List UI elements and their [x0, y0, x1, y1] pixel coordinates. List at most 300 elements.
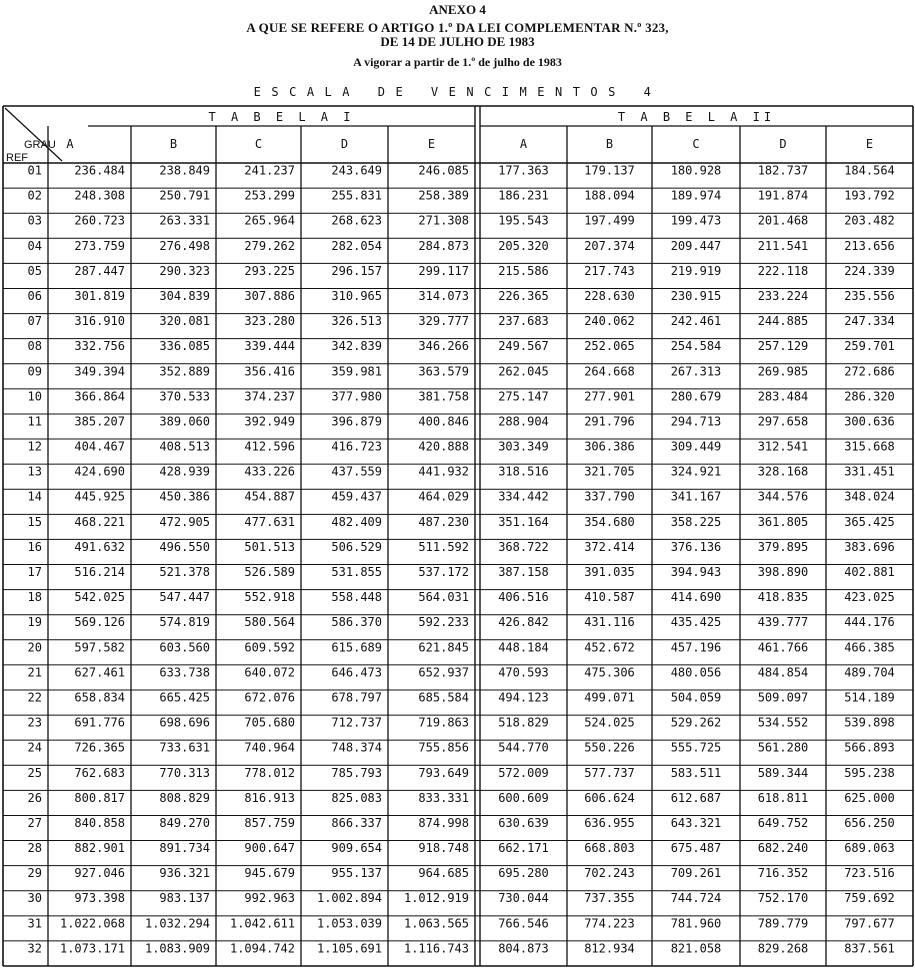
- table2-value-cell: 376.136: [670, 539, 722, 554]
- table2-value-cell: 259.701: [844, 339, 895, 354]
- row-ref-number: 20: [27, 640, 42, 655]
- table2-value-cell: 555.725: [670, 740, 722, 755]
- row-ref-number: 18: [27, 590, 42, 605]
- table2-value-cell: 566.893: [844, 740, 895, 755]
- table2-value-cell: 752.170: [757, 891, 809, 906]
- table1-value-cell: 450.386: [159, 489, 210, 504]
- table2-value-cell: 394.943: [670, 565, 722, 579]
- table1-value-cell: 1.032.294: [144, 916, 210, 931]
- table1-title: T A B E L A I: [208, 110, 355, 124]
- table1-value-cell: 511.592: [418, 539, 469, 554]
- table2-value-cell: 358.225: [670, 514, 722, 529]
- table1-value-cell: 665.425: [159, 690, 210, 705]
- table2-value-cell: 643.321: [670, 815, 722, 830]
- table1-value-cell: 516.214: [74, 565, 125, 579]
- table2-value-cell: 504.059: [670, 690, 722, 705]
- table2-value-cell: 695.280: [498, 866, 549, 881]
- table2-value-cell: 561.280: [757, 740, 809, 755]
- row-ref-number: 27: [27, 815, 42, 830]
- table2-value-cell: 606.624: [584, 790, 635, 805]
- table2-value-cell: 716.352: [757, 866, 809, 881]
- table2-value-cell: 365.425: [844, 514, 895, 529]
- table1-grade-header: E: [427, 137, 436, 151]
- table1-value-cell: 236.484: [74, 163, 125, 178]
- row-ref-number: 23: [27, 715, 42, 730]
- table1-value-cell: 356.416: [244, 364, 295, 379]
- table1-value-cell: 477.631: [244, 514, 295, 529]
- table2-grade-header: B: [605, 137, 614, 151]
- table1-value-cell: 323.280: [244, 314, 295, 329]
- table1-value-cell: 349.394: [74, 364, 125, 379]
- row-ref-number: 17: [27, 565, 42, 579]
- table1-value-cell: 1.022.068: [59, 916, 125, 931]
- table1-value-cell: 301.819: [74, 288, 125, 303]
- table2-grade-header: E: [865, 137, 874, 151]
- table2-value-cell: 291.796: [584, 414, 635, 429]
- table2-value-cell: 410.587: [584, 590, 635, 605]
- table2-value-cell: 309.449: [670, 439, 722, 454]
- table2-value-cell: 230.915: [670, 288, 722, 303]
- table2-value-cell: 612.687: [670, 790, 722, 805]
- table1-value-cell: 258.389: [418, 188, 469, 203]
- table2-value-cell: 414.690: [670, 590, 722, 605]
- table2-value-cell: 480.056: [670, 665, 722, 680]
- table2-value-cell: 237.683: [498, 314, 549, 329]
- table2-value-cell: 303.349: [498, 439, 549, 454]
- table2-value-cell: 257.129: [757, 339, 809, 354]
- table1-value-cell: 263.331: [159, 213, 210, 228]
- table1-value-cell: 531.855: [331, 565, 382, 579]
- table1-value-cell: 238.849: [159, 163, 210, 178]
- table2-value-cell: 461.766: [757, 640, 809, 655]
- table1-value-cell: 241.237: [244, 163, 295, 178]
- table1-value-cell: 808.829: [159, 790, 210, 805]
- row-ref-number: 24: [27, 740, 42, 755]
- table2-value-cell: 457.196: [670, 640, 722, 655]
- table2-value-cell: 439.777: [757, 615, 809, 630]
- table2-value-cell: 233.224: [757, 288, 809, 303]
- table1-value-cell: 685.584: [418, 690, 469, 705]
- table2-value-cell: 269.985: [757, 364, 809, 379]
- table2-value-cell: 821.058: [670, 941, 722, 956]
- table1-value-cell: 363.579: [418, 364, 469, 379]
- row-ref-number: 08: [27, 339, 42, 354]
- table2-value-cell: 288.904: [498, 414, 549, 429]
- table1-value-cell: 882.901: [74, 841, 125, 856]
- table2-value-cell: 781.960: [670, 916, 722, 931]
- table1-value-cell: 793.649: [418, 765, 469, 780]
- table2-value-cell: 636.955: [584, 815, 635, 830]
- corner-ref-label: REF: [6, 152, 28, 164]
- table2-value-cell: 182.737: [757, 163, 809, 178]
- table1-value-cell: 658.834: [74, 690, 125, 705]
- table1-value-cell: 627.461: [74, 665, 125, 680]
- table2-value-cell: 766.546: [498, 916, 549, 931]
- table2-value-cell: 300.636: [844, 414, 895, 429]
- table2-value-cell: 361.805: [757, 514, 809, 529]
- row-ref-number: 07: [27, 314, 42, 329]
- table1-value-cell: 633.738: [159, 665, 210, 680]
- table2-value-cell: 618.811: [757, 790, 809, 805]
- table2-value-cell: 184.564: [844, 163, 895, 178]
- row-ref-number: 02: [27, 188, 42, 203]
- table1-value-cell: 521.378: [159, 565, 210, 579]
- table2-value-cell: 368.722: [498, 539, 549, 554]
- table1-value-cell: 296.157: [331, 263, 382, 278]
- table2-value-cell: 201.468: [757, 213, 809, 228]
- table1-value-cell: 326.513: [331, 314, 382, 329]
- table1-value-cell: 385.207: [74, 414, 125, 429]
- table2-value-cell: 682.240: [757, 841, 809, 856]
- table1-value-cell: 366.864: [74, 389, 125, 404]
- table1-value-cell: 381.758: [418, 389, 469, 404]
- table1-value-cell: 428.939: [159, 464, 210, 479]
- table1-value-cell: 273.759: [74, 238, 125, 253]
- row-ref-number: 30: [27, 891, 42, 906]
- table2-value-cell: 431.116: [584, 615, 635, 630]
- table2-title: T A B E L A II: [617, 110, 776, 124]
- table1-value-cell: 770.313: [159, 765, 210, 780]
- table2-value-cell: 197.499: [584, 213, 635, 228]
- table1-value-cell: 472.905: [159, 514, 210, 529]
- table2-value-cell: 179.137: [584, 163, 635, 178]
- table1-value-cell: 526.589: [244, 565, 295, 579]
- table1-value-cell: 574.819: [159, 615, 210, 630]
- validity-note: A vigorar a partir de 1.º de julho de 1983: [353, 55, 562, 69]
- table2-value-cell: 294.713: [670, 414, 722, 429]
- table1-grade-header: A: [66, 137, 74, 151]
- table2-value-cell: 662.171: [498, 841, 549, 856]
- table2-grade-header: D: [779, 137, 787, 151]
- table2-value-cell: 737.355: [584, 891, 635, 906]
- table1-value-cell: 719.863: [418, 715, 469, 730]
- table2-value-cell: 264.668: [584, 364, 635, 379]
- table2-value-cell: 466.385: [844, 640, 895, 655]
- table1-value-cell: 564.031: [418, 590, 469, 605]
- table1-value-cell: 800.817: [74, 790, 125, 805]
- row-ref-number: 19: [27, 615, 42, 630]
- table1-value-cell: 755.856: [418, 740, 469, 755]
- table2-value-cell: 217.743: [584, 263, 635, 278]
- table1-value-cell: 586.370: [331, 615, 382, 630]
- row-ref-number: 10: [27, 389, 42, 404]
- table2-value-cell: 494.123: [498, 690, 549, 705]
- table1-value-cell: 437.559: [331, 464, 382, 479]
- table1-value-cell: 265.964: [244, 213, 295, 228]
- table2-value-cell: 797.677: [844, 916, 895, 931]
- table1-grade-header: C: [254, 137, 263, 151]
- table2-value-cell: 837.561: [844, 941, 895, 956]
- table2-value-cell: 484.854: [757, 665, 809, 680]
- table1-grade-header: B: [169, 137, 178, 151]
- table1-value-cell: 1.063.565: [403, 916, 469, 931]
- table2-value-cell: 262.045: [498, 364, 549, 379]
- table1-value-cell: 287.447: [74, 263, 125, 278]
- table1-value-cell: 866.337: [331, 815, 382, 830]
- table1-value-cell: 374.237: [244, 389, 295, 404]
- table2-value-cell: 180.928: [670, 163, 722, 178]
- table1-value-cell: 615.689: [331, 640, 382, 655]
- table2-value-cell: 812.934: [584, 941, 635, 956]
- table2-value-cell: 224.339: [844, 263, 895, 278]
- table1-value-cell: 299.117: [418, 263, 469, 278]
- table1-value-cell: 609.592: [244, 640, 295, 655]
- annex-title: ANEXO 4: [429, 2, 486, 17]
- table1-value-cell: 307.886: [244, 288, 295, 303]
- table1-value-cell: 740.964: [244, 740, 295, 755]
- table2-value-cell: 435.425: [670, 615, 722, 630]
- table1-value-cell: 370.533: [159, 389, 210, 404]
- table2-value-cell: 186.231: [498, 188, 549, 203]
- table1-value-cell: 691.776: [74, 715, 125, 730]
- table1-value-cell: 698.696: [159, 715, 210, 730]
- table1-value-cell: 592.233: [418, 615, 469, 630]
- table2-value-cell: 209.447: [670, 238, 722, 253]
- table2-value-cell: 550.226: [584, 740, 635, 755]
- table1-value-cell: 918.748: [418, 841, 469, 856]
- row-ref-number: 31: [27, 916, 42, 931]
- row-ref-number: 13: [27, 464, 42, 479]
- table2-value-cell: 254.584: [670, 339, 722, 354]
- table2-value-cell: 544.770: [498, 740, 549, 755]
- table1-value-cell: 260.723: [74, 213, 125, 228]
- table1-value-cell: 271.308: [418, 213, 469, 228]
- table1-value-cell: 464.029: [418, 489, 469, 504]
- table1-value-cell: 284.873: [418, 238, 469, 253]
- table2-value-cell: 215.586: [498, 263, 549, 278]
- table2-value-cell: 324.921: [670, 464, 722, 479]
- table2-value-cell: 341.167: [670, 489, 722, 504]
- table1-value-cell: 964.685: [418, 866, 469, 881]
- row-ref-number: 32: [27, 941, 42, 956]
- table2-value-cell: 398.890: [757, 565, 809, 579]
- table1-value-cell: 569.126: [74, 615, 125, 630]
- table1-value-cell: 339.444: [244, 339, 295, 354]
- table1-value-cell: 314.073: [418, 288, 469, 303]
- table2-value-cell: 744.724: [670, 891, 722, 906]
- table1-value-cell: 408.513: [159, 439, 210, 454]
- table2-value-cell: 600.609: [498, 790, 549, 805]
- table1-value-cell: 248.308: [74, 188, 125, 203]
- table2-value-cell: 630.639: [498, 815, 549, 830]
- table2-value-cell: 387.158: [498, 565, 549, 579]
- table2-value-cell: 675.487: [670, 841, 722, 856]
- row-ref-number: 14: [27, 489, 42, 504]
- table1-value-cell: 329.777: [418, 314, 469, 329]
- table1-value-cell: 310.965: [331, 288, 382, 303]
- table2-value-cell: 283.484: [757, 389, 809, 404]
- table2-value-cell: 418.835: [757, 590, 809, 605]
- table2-value-cell: 235.556: [844, 288, 895, 303]
- row-ref-number: 03: [27, 213, 42, 228]
- table1-value-cell: 891.734: [159, 841, 210, 856]
- table1-value-cell: 342.839: [331, 339, 382, 354]
- table2-value-cell: 534.552: [757, 715, 809, 730]
- reference-line-1: A QUE SE REFERE O ARTIGO 1.º DA LEI COMPLEMENTAR N.º 323,: [246, 20, 669, 35]
- table1-value-cell: 268.623: [331, 213, 382, 228]
- table2-value-cell: 249.567: [498, 339, 549, 354]
- table1-value-cell: 279.262: [244, 238, 295, 253]
- table1-value-cell: 293.225: [244, 263, 295, 278]
- table1-value-cell: 597.582: [74, 640, 125, 655]
- table2-value-cell: 499.071: [584, 690, 635, 705]
- table1-value-cell: 1.094.742: [229, 941, 295, 956]
- table1-value-cell: 762.683: [74, 765, 125, 780]
- row-ref-number: 15: [27, 514, 42, 529]
- table1-value-cell: 433.226: [244, 464, 295, 479]
- table2-value-cell: 337.790: [584, 489, 635, 504]
- table1-value-cell: 253.299: [244, 188, 295, 203]
- table2-value-cell: 426.842: [498, 615, 549, 630]
- table1-value-cell: 454.887: [244, 489, 295, 504]
- table2-value-cell: 228.630: [584, 288, 635, 303]
- table2-value-cell: 189.974: [670, 188, 722, 203]
- table1-grade-header: D: [340, 137, 349, 151]
- row-ref-number: 28: [27, 841, 42, 856]
- table1-value-cell: 506.529: [331, 539, 382, 554]
- table2-value-cell: 275.147: [498, 389, 549, 404]
- table1-value-cell: 389.060: [159, 414, 210, 429]
- table2-value-cell: 213.656: [844, 238, 895, 253]
- scale-title: ESCALA DE VENCIMENTOS 4: [253, 85, 662, 99]
- table2-value-cell: 723.516: [844, 866, 895, 881]
- table1-value-cell: 857.759: [244, 815, 295, 830]
- row-ref-number: 22: [27, 690, 42, 705]
- table2-value-cell: 351.164: [498, 514, 549, 529]
- table2-value-cell: 589.344: [757, 765, 809, 780]
- table2-value-cell: 730.044: [498, 891, 549, 906]
- table1-value-cell: 712.737: [331, 715, 382, 730]
- table1-value-cell: 352.889: [159, 364, 210, 379]
- table1-value-cell: 672.076: [244, 690, 295, 705]
- table2-value-cell: 539.898: [844, 715, 895, 730]
- table1-value-cell: 1.053.039: [316, 916, 382, 931]
- table1-value-cell: 1.002.894: [316, 891, 382, 906]
- table2-value-cell: 267.313: [670, 364, 722, 379]
- table1-value-cell: 603.560: [159, 640, 210, 655]
- table1-value-cell: 900.647: [244, 841, 295, 856]
- table1-value-cell: 282.054: [331, 238, 382, 253]
- table1-value-cell: 359.981: [331, 364, 382, 379]
- table1-value-cell: 250.791: [159, 188, 210, 203]
- table1-value-cell: 246.085: [418, 163, 469, 178]
- row-ref-number: 11: [27, 414, 42, 429]
- row-ref-number: 16: [27, 539, 42, 554]
- table2-value-cell: 318.516: [498, 464, 549, 479]
- table2-value-cell: 448.184: [498, 640, 549, 655]
- table1-value-cell: 936.321: [159, 866, 210, 881]
- table1-value-cell: 621.845: [418, 640, 469, 655]
- table1-value-cell: 316.910: [74, 314, 125, 329]
- table1-value-cell: 304.839: [159, 288, 210, 303]
- table2-value-cell: 509.097: [757, 690, 809, 705]
- table2-value-cell: 789.779: [757, 916, 809, 931]
- table2-value-cell: 759.692: [844, 891, 895, 906]
- table1-value-cell: 945.679: [244, 866, 295, 881]
- table1-value-cell: 1.042.611: [229, 916, 295, 931]
- table1-value-cell: 558.448: [331, 590, 382, 605]
- table1-value-cell: 501.513: [244, 539, 295, 554]
- table2-value-cell: 247.334: [844, 314, 895, 329]
- table2-value-cell: 475.306: [584, 665, 635, 680]
- table1-value-cell: 537.172: [418, 565, 469, 579]
- table1-value-cell: 255.831: [331, 188, 382, 203]
- table2-value-cell: 222.118: [757, 263, 809, 278]
- table1-value-cell: 646.473: [331, 665, 382, 680]
- row-ref-number: 09: [27, 364, 42, 379]
- table2-value-cell: 379.895: [757, 539, 809, 554]
- table1-value-cell: 459.437: [331, 489, 382, 504]
- table2-value-cell: 514.189: [844, 690, 895, 705]
- table1-value-cell: 424.690: [74, 464, 125, 479]
- table1-value-cell: 785.793: [331, 765, 382, 780]
- table2-value-cell: 272.686: [844, 364, 895, 379]
- table2-value-cell: 804.873: [498, 941, 549, 956]
- table1-value-cell: 547.447: [159, 590, 210, 605]
- row-ref-number: 05: [27, 263, 42, 278]
- table2-value-cell: 668.803: [584, 841, 635, 856]
- table1-value-cell: 992.963: [244, 891, 295, 906]
- table1-value-cell: 909.654: [331, 841, 382, 856]
- table2-value-cell: 199.473: [670, 213, 722, 228]
- table1-value-cell: 840.858: [74, 815, 125, 830]
- table2-value-cell: 191.874: [757, 188, 809, 203]
- table1-value-cell: 482.409: [331, 514, 382, 529]
- table1-value-cell: 580.564: [244, 615, 295, 630]
- row-ref-number: 06: [27, 288, 42, 303]
- table1-value-cell: 320.081: [159, 314, 210, 329]
- table2-value-cell: 312.541: [757, 439, 809, 454]
- table1-value-cell: 1.105.691: [316, 941, 382, 956]
- table2-value-cell: 625.000: [844, 790, 895, 805]
- table2-value-cell: 391.035: [584, 565, 635, 579]
- table1-value-cell: 983.137: [159, 891, 210, 906]
- table1-value-cell: 336.085: [159, 339, 210, 354]
- table1-value-cell: 276.498: [159, 238, 210, 253]
- table1-value-cell: 1.073.171: [59, 941, 125, 956]
- table1-value-cell: 778.012: [244, 765, 295, 780]
- table2-value-cell: 583.511: [670, 765, 722, 780]
- table2-value-cell: 203.482: [844, 213, 895, 228]
- table1-value-cell: 445.925: [74, 489, 125, 504]
- row-ref-number: 04: [27, 238, 42, 253]
- table1-value-cell: 332.756: [74, 339, 125, 354]
- table1-value-cell: 825.083: [331, 790, 382, 805]
- table1-value-cell: 404.467: [74, 439, 125, 454]
- table1-value-cell: 392.949: [244, 414, 295, 429]
- table2-value-cell: 372.414: [584, 539, 635, 554]
- table1-value-cell: 849.270: [159, 815, 210, 830]
- table1-value-cell: 874.998: [418, 815, 469, 830]
- table2-value-cell: 277.901: [584, 389, 635, 404]
- table2-value-cell: 489.704: [844, 665, 895, 680]
- reference-line-2: DE 14 DE JULHO DE 1983: [380, 34, 535, 49]
- table2-value-cell: 334.442: [498, 489, 549, 504]
- table1-value-cell: 678.797: [331, 690, 382, 705]
- table2-value-cell: 572.009: [498, 765, 549, 780]
- table2-value-cell: 524.025: [584, 715, 635, 730]
- table1-value-cell: 396.879: [331, 414, 382, 429]
- table1-value-cell: 468.221: [74, 514, 125, 529]
- table1-value-cell: 441.932: [418, 464, 469, 479]
- table1-value-cell: 496.550: [159, 539, 210, 554]
- table2-value-cell: 529.262: [670, 715, 722, 730]
- table2-value-cell: 354.680: [584, 514, 635, 529]
- table1-value-cell: 290.323: [159, 263, 210, 278]
- table2-value-cell: 240.062: [584, 314, 635, 329]
- table2-value-cell: 656.250: [844, 815, 895, 830]
- table1-value-cell: 243.649: [331, 163, 382, 178]
